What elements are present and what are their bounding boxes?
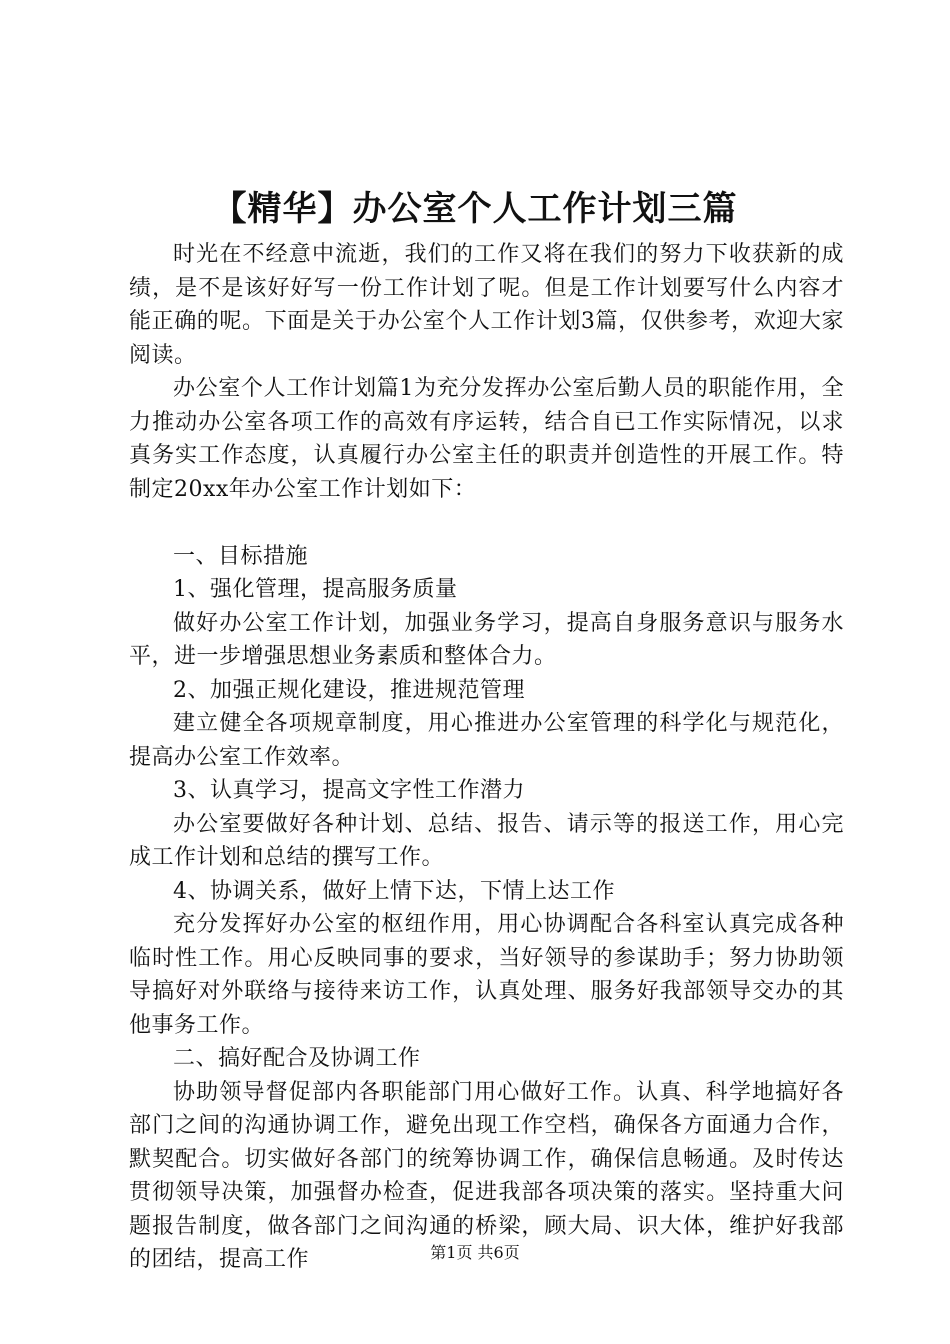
document-title: 【精华】办公室个人工作计划三篇	[212, 189, 738, 229]
paragraph-learning: 办公室要做好各种计划、总结、报告、请示等的报送工作，用心完成工作计划和总结的撰写工作。	[129, 811, 844, 870]
section-heading-goals: 一、目标措施	[173, 543, 309, 569]
subheading-standardization: 2、加强正规化建设，推进规范管理	[173, 677, 525, 703]
subheading-coordination: 4、协调关系，做好上情下达，下情上达工作	[173, 878, 615, 904]
plan-1-intro-paragraph: 办公室个人工作计划篇1为充分发挥办公室后勤人员的职能作用，全力推动办公室各项工作的高效有序运转，结合自已工作实际情况，以求真务实工作态度，认真履行办公室主任的职责并创造性的开展工作。特制定20xx年办公室工作计划如下：	[129, 376, 844, 502]
subheading-learning: 3、认真学习，提高文字性工作潜力	[173, 778, 525, 803]
paragraph-standardization: 建立健全各项规章制度，用心推进办公室管理的科学化与规范化，提高办公室工作效率。	[129, 711, 844, 770]
page-indicator: 第1页 共6页	[430, 1243, 520, 1262]
section-heading-cooperation: 二、搞好配合及协调工作	[173, 1046, 421, 1071]
intro-paragraph: 时光在不经意中流逝，我们的工作又将在我们的努力下收获新的成绩，是不是该好好写一份工作计划了呢。但是工作计划要写什么内容才能正确的呢。下面是关于办公室个人工作计划3篇，仅供参考，欢迎大家阅读。	[129, 242, 844, 368]
paragraph-management: 做好办公室工作计划，加强业务学习，提高自身服务意识与服务水平，进一步增强思想业务素质和整体合力。	[129, 610, 844, 669]
paragraph-coordination: 充分发挥好办公室的枢纽作用，用心协调配合各科室认真完成各种临时性工作。用心反映同事的要求，当好领导的参谋助手；努力协助领导搞好对外联络与接待来访工作，认真处理、服务好我部领导交办的其他事务工作。	[129, 912, 844, 1038]
subheading-management: 1、强化管理，提高服务质量	[173, 577, 458, 602]
paragraph-cooperation: 协助领导督促部内各职能部门用心做好工作。认真、科学地搞好各部门之间的沟通协调工作，避免出现工作空档，确保各方面通力合作，默契配合。切实做好各部门的统筹协调工作，确保信息畅通。及时传达贯彻领导决策，加强督办检查，促进我部各项决策的落实。坚持重大问题报告制度，做各部门之间沟通的桥梁，顾大局、识大体，维护好我部的团结，提高工作	[129, 1079, 844, 1272]
document-body	[129, 238, 844, 1277]
